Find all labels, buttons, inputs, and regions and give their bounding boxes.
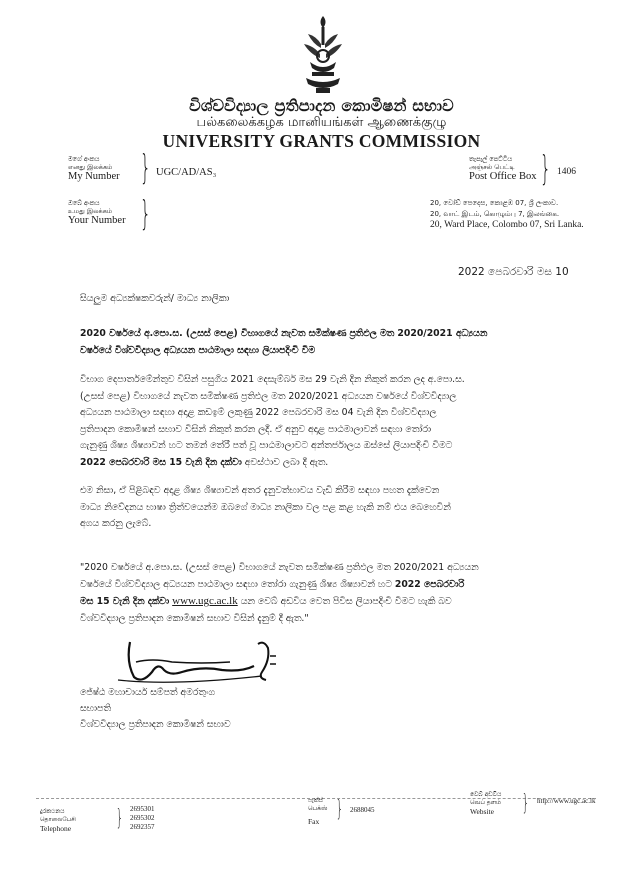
my-number-label — [68, 155, 120, 183]
fax-number: 2688045 — [350, 806, 375, 814]
my-number-label-ta: எனது இலக்கம் — [68, 163, 113, 171]
telephone-label-en: Telephone — [40, 824, 72, 833]
subject-line: වර්ෂයේ විශ්වවිද්‍යාල අධ්‍යයන පාඨමාලා සඳහා ලියාපදිංචි වීම — [80, 344, 316, 356]
brace-icon: } — [336, 797, 343, 822]
org-name-english: UNIVERSITY GRANTS COMMISSION — [162, 131, 481, 151]
text-line — [80, 577, 583, 594]
my-number-value: UGC/AD/AS₃ — [156, 167, 217, 178]
signatory-title: සභාපති — [80, 703, 111, 714]
footer-fax-label — [308, 797, 327, 826]
telephone-number: 2692357 — [130, 823, 155, 831]
press-notice-quote — [80, 560, 583, 627]
your-number-label-ta: உமது இலக்கம் — [68, 207, 113, 215]
website-url[interactable]: http://www.ugc.ac.lk — [537, 797, 596, 805]
telephone-number: 2695302 — [130, 814, 155, 822]
brace-icon: } — [140, 148, 151, 188]
my-number-label-en: My Number — [68, 171, 120, 182]
website-label-si: වෙබ් අඩවිය — [470, 791, 502, 798]
fax-label-si: ෆැක්ස් — [308, 797, 323, 804]
deadline-bold: 2022 පෙබරවාරි — [394, 578, 465, 590]
my-number-label-si: මගේ අංකය — [68, 155, 100, 163]
deadline-bold: මස 15 වැනි දින දක්වා — [80, 596, 170, 607]
ugc-crest-emblem — [298, 14, 348, 96]
your-number-label-en: Your Number — [68, 215, 126, 226]
subject-line: 2020 වර්ෂයේ අ.පො.ස. (උසස් පෙළ) විභාගයේ නැවත සමීක්ෂණ ප්‍රතිඵල මත 2020/2021 අධ්‍යයන — [80, 328, 488, 339]
brace-icon: } — [522, 791, 529, 816]
text-span: අවස්ථාව ලබා දී ඇත. — [241, 456, 329, 468]
telephone-number: 2695301 — [130, 805, 155, 813]
addressee: සියලුම අධ්‍යක්ෂකවරුන්/ මාධ්‍ය නාලිකා — [80, 293, 230, 304]
text-line: "2020 වර්ෂයේ අ.පො.ස. (උසස් පෙළ) විභාගයේ නැවත සමීක්ෂණ ප්‍රතිඵල මත 2020/2021 අධ්‍යයන — [80, 562, 479, 573]
text-line — [80, 455, 583, 472]
text-line — [80, 593, 583, 611]
website-link[interactable]: www.ugc.ac.lk — [172, 595, 238, 607]
address-block — [430, 198, 635, 230]
paragraph-2 — [80, 483, 583, 533]
telephone-label-si: දුරකථනය — [40, 808, 65, 815]
address-ta: 20, வாட் இடம், கொழும்பு 7, இலங்கை. — [430, 210, 560, 218]
subject-heading — [80, 326, 583, 359]
text-line: විශ්වවිද්‍යාල ප්‍රතිපාදන කොමිෂන් සභාව විසින් දැනුම් දී ඇත." — [80, 612, 309, 624]
text-line: අගය කරනු ලැබේ. — [80, 518, 152, 529]
deadline-bold: 2022 පෙබරවාරි මස 15 වැනි දින දක්වා — [80, 456, 242, 468]
telephone-label-ta: தொலைபேசி — [40, 816, 76, 823]
footer-telephone-label — [40, 808, 76, 833]
address-si: 20, වෝඩ් පෙදෙස, කොළඹ 07, ශ්‍රී ලංකාව. — [430, 199, 559, 207]
handwritten-signature — [112, 632, 287, 692]
org-name-sinhala: විශ්වවිද්‍යාල ප්‍රතිපාදන කොමිෂන් සභාව — [189, 96, 454, 115]
text-line: අධ්‍යයන පාඨමාලා සඳහා අදාළ කඩඉම් ලකුණු 2022 පෙබරවාරි මස 04 වැනි දින විශ්වවිද්‍යාල — [80, 407, 437, 418]
brace-icon: } — [116, 806, 123, 831]
text-line: ගැනුණු ශිෂ්‍ය ශිෂ්‍යාවන් හට තමන් තේරී පත් වූ පාඨමාලාවට අන්තර්ජාලය ඔස්සේ ලියාපදිංචි වීමට — [80, 440, 453, 451]
signatory-block — [80, 685, 231, 733]
text-line: එම නිසා, ඒ පිළිබඳව අදාළ ශිෂ්‍ය ශිෂ්‍යාවන් අතර දැනුවත්භාවය වැඩි කිරීම සඳහා පහත දැක්වෙන — [80, 485, 440, 496]
brace-icon: } — [140, 194, 151, 234]
footer-website-label — [470, 791, 501, 816]
pob-label-ta: அஞ்சல் பெட்டி — [469, 163, 515, 171]
pob-label-en: Post Office Box — [469, 171, 537, 182]
pob-value: 1406 — [557, 167, 576, 177]
text-line: (උසස් පෙළ) විභාගයේ නැවත සමීක්ෂණ ප්‍රතිඵල මත 2020/2021 අධ්‍යයන වර්ෂයේ විශ්වවිද්‍යාල — [80, 390, 457, 402]
pob-label-si: තැපැල් පෙට්ටිය — [469, 155, 513, 163]
address-en: 20, Ward Place, Colombo 07, Sri Lanka. — [430, 220, 584, 230]
letter-date: 2022 පෙබරවාරි මස 10 — [458, 266, 569, 278]
website-label-ta: வெப் தளம் — [470, 799, 501, 806]
text-span: යන වෙබ් අඩවිය වෙත පිවිස ලියාපදිංචි වීමට හැකි බව — [237, 596, 452, 607]
signatory-org: විශ්වවිද්‍යාල ප්‍රතිපාදන කොමිෂන් සභාව — [80, 719, 231, 730]
your-number-label-si: ඔබේ අංකය — [68, 199, 100, 207]
fax-label-en: Fax — [308, 817, 320, 826]
signatory-name: ජේෂ්ඨ මහාචාර්ය සම්පත් අමරතුංග — [80, 687, 215, 698]
org-name-tamil: பல்கலைக்கழக மானியங்கள் ஆணைக்குழு — [196, 115, 447, 130]
fax-label-ta: பெக்ஸ் — [308, 805, 328, 812]
telephone-numbers — [130, 805, 155, 832]
text-line: මාධ්‍ය නිවේදනය භාෂා ත්‍රිත්වයෙන්ම ඔබගේ මාධ්‍ය නාලිකා වල පළ කළ හැකි නම් එය බෙහෙවින් — [80, 501, 451, 513]
your-number-label — [68, 199, 126, 227]
website-label-en: Website — [470, 807, 494, 816]
text-span: වර්ෂයේ විශ්වවිද්‍යාල අධ්‍යයන පාඨමාලා සඳහා තෝරා ගැනුණු ශිෂ්‍ය ශිෂ්‍යාවන් හට — [80, 578, 395, 590]
text-line: ප්‍රතිපාදන කොමිෂන් සභාව විසින් නිකුත් කරන ලදී. ඒ අනුව අදාළ පාඨමාලාවන් සඳහා තෝරා — [80, 423, 432, 435]
paragraph-1 — [80, 372, 583, 471]
pob-label — [469, 155, 536, 183]
text-line: විභාග දෙපාර්තමේන්තුව විසින් පසුගිය 2021 දෙසැම්බර් මස 29 වැනි දින නිකුත් කරන ලද අ.පො.ස. — [80, 374, 465, 385]
brace-icon: } — [540, 149, 551, 189]
